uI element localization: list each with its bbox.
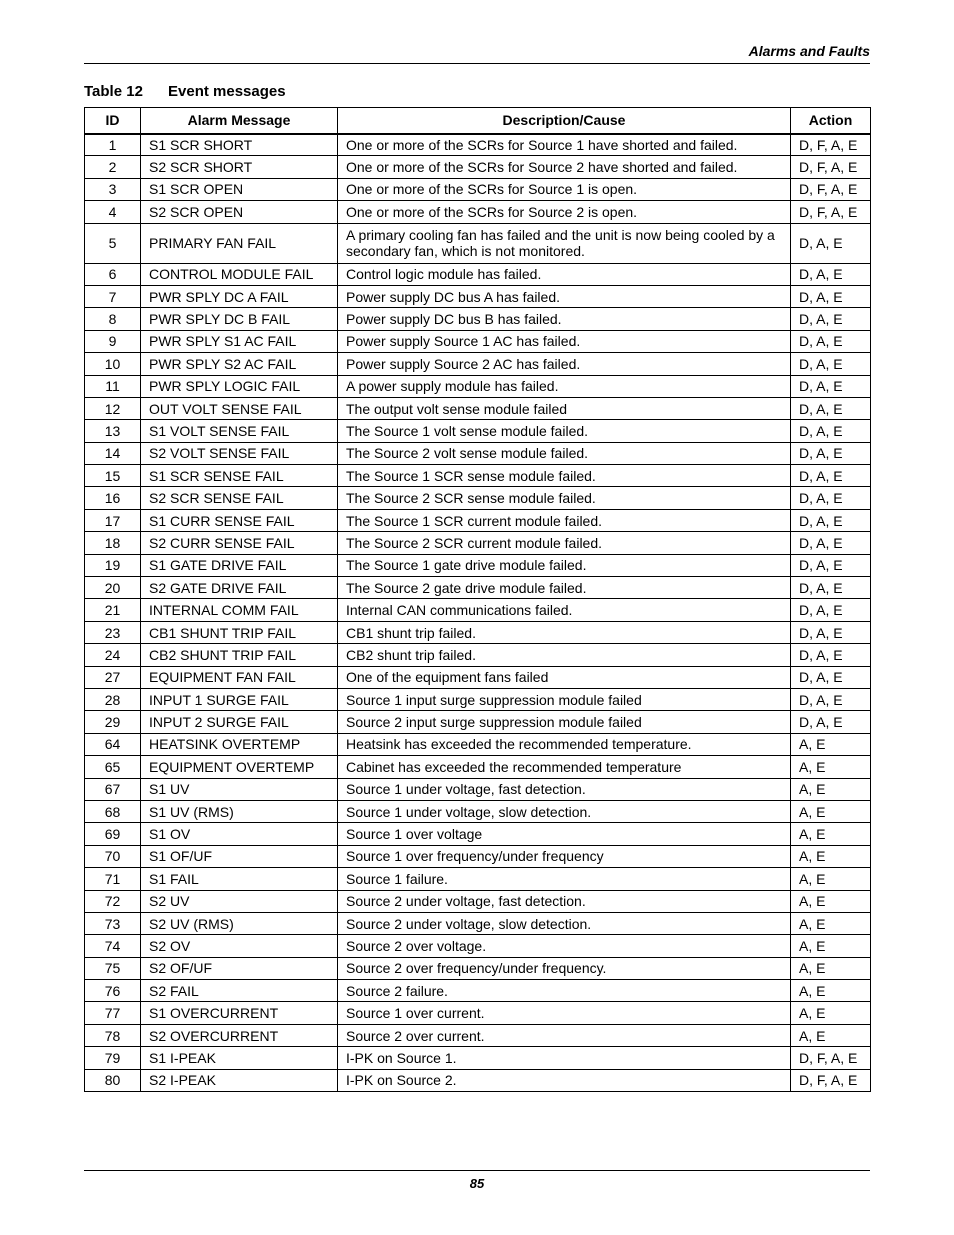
event-id: 10	[85, 353, 141, 375]
table-row	[85, 285, 871, 307]
description-cause: The Source 1 volt sense module failed.	[338, 420, 791, 442]
action-codes: D, A, E	[791, 621, 871, 643]
event-id: 80	[85, 1069, 141, 1091]
alarm-message: S1 UV	[141, 778, 338, 800]
table-body	[85, 134, 871, 1092]
footer-divider	[84, 1170, 870, 1171]
event-id: 15	[85, 465, 141, 487]
action-codes: D, A, E	[791, 397, 871, 419]
alarm-message: S1 OF/UF	[141, 845, 338, 867]
table-row	[85, 134, 871, 156]
alarm-message: INPUT 2 SURGE FAIL	[141, 711, 338, 733]
description-cause: The Source 2 SCR sense module failed.	[338, 487, 791, 509]
alarm-message: S1 GATE DRIVE FAIL	[141, 554, 338, 576]
table-row	[85, 599, 871, 621]
alarm-message: S1 SCR OPEN	[141, 178, 338, 200]
description-cause: CB2 shunt trip failed.	[338, 644, 791, 666]
alarm-message: PWR SPLY S1 AC FAIL	[141, 330, 338, 352]
alarm-message: S1 OVERCURRENT	[141, 1002, 338, 1024]
description-cause: A power supply module has failed.	[338, 375, 791, 397]
event-id: 12	[85, 397, 141, 419]
alarm-message: PWR SPLY S2 AC FAIL	[141, 353, 338, 375]
event-id: 27	[85, 666, 141, 688]
event-id: 79	[85, 1047, 141, 1069]
action-codes: D, A, E	[791, 330, 871, 352]
alarm-message: S1 CURR SENSE FAIL	[141, 509, 338, 531]
alarm-message: PWR SPLY LOGIC FAIL	[141, 375, 338, 397]
description-cause: Source 2 over frequency/under frequency.	[338, 957, 791, 979]
table-row	[85, 156, 871, 178]
event-id: 71	[85, 868, 141, 890]
alarm-message: S1 OV	[141, 823, 338, 845]
description-cause: The Source 2 SCR current module failed.	[338, 532, 791, 554]
table-row	[85, 397, 871, 419]
event-id: 77	[85, 1002, 141, 1024]
description-cause: The Source 2 gate drive module failed.	[338, 577, 791, 599]
event-id: 2	[85, 156, 141, 178]
description-cause: Source 2 input surge suppression module failed	[338, 711, 791, 733]
action-codes: D, A, E	[791, 223, 871, 263]
alarm-message: S1 I-PEAK	[141, 1047, 338, 1069]
action-codes: D, A, E	[791, 577, 871, 599]
table-row	[85, 868, 871, 890]
action-codes: A, E	[791, 890, 871, 912]
description-cause: The Source 1 gate drive module failed.	[338, 554, 791, 576]
action-codes: A, E	[791, 800, 871, 822]
action-codes: D, F, A, E	[791, 1047, 871, 1069]
table-row	[85, 330, 871, 352]
alarm-message: S1 UV (RMS)	[141, 800, 338, 822]
event-id: 7	[85, 285, 141, 307]
table-row	[85, 1047, 871, 1069]
table-row	[85, 666, 871, 688]
description-cause: Power supply Source 1 AC has failed.	[338, 330, 791, 352]
description-cause: The Source 2 volt sense module failed.	[338, 442, 791, 464]
description-cause: Source 2 failure.	[338, 980, 791, 1002]
table-row	[85, 711, 871, 733]
alarm-message: CONTROL MODULE FAIL	[141, 263, 338, 285]
table-row	[85, 223, 871, 263]
table-row	[85, 1024, 871, 1046]
event-id: 23	[85, 621, 141, 643]
alarm-message: PRIMARY FAN FAIL	[141, 223, 338, 263]
action-codes: D, A, E	[791, 353, 871, 375]
table-header-row	[85, 108, 871, 134]
event-messages-table	[84, 107, 871, 1092]
table-row	[85, 442, 871, 464]
event-id: 13	[85, 420, 141, 442]
action-codes: D, A, E	[791, 375, 871, 397]
table-row	[85, 1069, 871, 1091]
section-header: Alarms and Faults	[748, 43, 870, 59]
event-id: 3	[85, 178, 141, 200]
alarm-message: S2 UV	[141, 890, 338, 912]
alarm-message: S2 I-PEAK	[141, 1069, 338, 1091]
table-row	[85, 554, 871, 576]
description-cause: One or more of the SCRs for Source 2 is open.	[338, 201, 791, 223]
event-id: 18	[85, 532, 141, 554]
page-number: 85	[469, 1176, 485, 1191]
event-id: 78	[85, 1024, 141, 1046]
alarm-message: INPUT 1 SURGE FAIL	[141, 688, 338, 710]
event-id: 65	[85, 756, 141, 778]
description-cause: Power supply DC bus B has failed.	[338, 308, 791, 330]
description-cause: Source 1 input surge suppression module failed	[338, 688, 791, 710]
alarm-message: S1 SCR SENSE FAIL	[141, 465, 338, 487]
description-cause: Source 1 over current.	[338, 1002, 791, 1024]
alarm-message: S2 OV	[141, 935, 338, 957]
action-codes: D, F, A, E	[791, 134, 871, 156]
action-codes: D, A, E	[791, 263, 871, 285]
action-codes: D, A, E	[791, 509, 871, 531]
action-codes: A, E	[791, 935, 871, 957]
alarm-message: CB2 SHUNT TRIP FAIL	[141, 644, 338, 666]
table-row	[85, 375, 871, 397]
action-codes: A, E	[791, 733, 871, 755]
description-cause: The output volt sense module failed	[338, 397, 791, 419]
column-header-action: Action	[791, 108, 871, 134]
action-codes: D, A, E	[791, 285, 871, 307]
table-caption	[84, 83, 286, 100]
action-codes: A, E	[791, 778, 871, 800]
table-row	[85, 263, 871, 285]
table-row	[85, 1002, 871, 1024]
event-id: 5	[85, 223, 141, 263]
event-id: 8	[85, 308, 141, 330]
description-cause: Source 1 under voltage, slow detection.	[338, 800, 791, 822]
action-codes: A, E	[791, 957, 871, 979]
action-codes: A, E	[791, 1002, 871, 1024]
alarm-message: S2 VOLT SENSE FAIL	[141, 442, 338, 464]
event-id: 70	[85, 845, 141, 867]
column-header-id: ID	[85, 108, 141, 134]
action-codes: A, E	[791, 980, 871, 1002]
action-codes: D, F, A, E	[791, 156, 871, 178]
event-id: 9	[85, 330, 141, 352]
table-row	[85, 487, 871, 509]
description-cause: One or more of the SCRs for Source 1 is open.	[338, 178, 791, 200]
description-cause: One or more of the SCRs for Source 2 have shorted and failed.	[338, 156, 791, 178]
table-row	[85, 178, 871, 200]
alarm-message: PWR SPLY DC A FAIL	[141, 285, 338, 307]
action-codes: D, A, E	[791, 420, 871, 442]
description-cause: Source 2 over voltage.	[338, 935, 791, 957]
description-cause: The Source 1 SCR sense module failed.	[338, 465, 791, 487]
table-row	[85, 688, 871, 710]
table-row	[85, 420, 871, 442]
table-row	[85, 935, 871, 957]
alarm-message: S2 CURR SENSE FAIL	[141, 532, 338, 554]
event-id: 76	[85, 980, 141, 1002]
alarm-message: OUT VOLT SENSE FAIL	[141, 397, 338, 419]
event-id: 11	[85, 375, 141, 397]
table-title: Event messages	[168, 83, 286, 100]
action-codes: D, A, E	[791, 554, 871, 576]
event-id: 24	[85, 644, 141, 666]
action-codes: D, A, E	[791, 688, 871, 710]
alarm-message: S2 SCR OPEN	[141, 201, 338, 223]
description-cause: Source 1 failure.	[338, 868, 791, 890]
action-codes: A, E	[791, 868, 871, 890]
table-row	[85, 957, 871, 979]
table-row	[85, 353, 871, 375]
header-divider	[84, 63, 870, 64]
alarm-message: S2 OVERCURRENT	[141, 1024, 338, 1046]
event-id: 14	[85, 442, 141, 464]
event-id: 19	[85, 554, 141, 576]
table-row	[85, 644, 871, 666]
action-codes: D, A, E	[791, 308, 871, 330]
event-id: 4	[85, 201, 141, 223]
description-cause: Power supply DC bus A has failed.	[338, 285, 791, 307]
alarm-message: S1 VOLT SENSE FAIL	[141, 420, 338, 442]
action-codes: A, E	[791, 912, 871, 934]
action-codes: A, E	[791, 1024, 871, 1046]
action-codes: D, F, A, E	[791, 1069, 871, 1091]
alarm-message: EQUIPMENT FAN FAIL	[141, 666, 338, 688]
description-cause: Source 1 under voltage, fast detection.	[338, 778, 791, 800]
action-codes: D, F, A, E	[791, 178, 871, 200]
event-id: 64	[85, 733, 141, 755]
alarm-message: S2 SCR SENSE FAIL	[141, 487, 338, 509]
action-codes: D, A, E	[791, 666, 871, 688]
action-codes: D, A, E	[791, 532, 871, 554]
action-codes: A, E	[791, 756, 871, 778]
alarm-message: S2 SCR SHORT	[141, 156, 338, 178]
action-codes: D, F, A, E	[791, 201, 871, 223]
alarm-message: PWR SPLY DC B FAIL	[141, 308, 338, 330]
event-id: 20	[85, 577, 141, 599]
table-row	[85, 912, 871, 934]
description-cause: A primary cooling fan has failed and the unit is now being cooled by a secondary fan, which is not monitored.	[338, 223, 791, 263]
table-row	[85, 509, 871, 531]
alarm-message: S2 OF/UF	[141, 957, 338, 979]
table-row	[85, 890, 871, 912]
action-codes: D, A, E	[791, 644, 871, 666]
table-number: Table 12	[84, 83, 143, 100]
event-id: 21	[85, 599, 141, 621]
description-cause: I-PK on Source 1.	[338, 1047, 791, 1069]
description-cause: I-PK on Source 2.	[338, 1069, 791, 1091]
action-codes: A, E	[791, 823, 871, 845]
table-row	[85, 800, 871, 822]
table-row	[85, 465, 871, 487]
event-id: 74	[85, 935, 141, 957]
event-id: 73	[85, 912, 141, 934]
event-id: 6	[85, 263, 141, 285]
description-cause: Source 2 over current.	[338, 1024, 791, 1046]
table-row	[85, 733, 871, 755]
action-codes: D, A, E	[791, 465, 871, 487]
event-id: 16	[85, 487, 141, 509]
table-row	[85, 823, 871, 845]
description-cause: Control logic module has failed.	[338, 263, 791, 285]
description-cause: Source 1 over frequency/under frequency	[338, 845, 791, 867]
table-row	[85, 308, 871, 330]
action-codes: D, A, E	[791, 487, 871, 509]
column-header-alarm-message: Alarm Message	[141, 108, 338, 134]
action-codes: A, E	[791, 845, 871, 867]
table-row	[85, 756, 871, 778]
table-row	[85, 201, 871, 223]
table-row	[85, 845, 871, 867]
column-header-description: Description/Cause	[338, 108, 791, 134]
alarm-message: S2 FAIL	[141, 980, 338, 1002]
description-cause: Power supply Source 2 AC has failed.	[338, 353, 791, 375]
event-id: 72	[85, 890, 141, 912]
description-cause: Source 2 under voltage, slow detection.	[338, 912, 791, 934]
event-id: 69	[85, 823, 141, 845]
action-codes: D, A, E	[791, 442, 871, 464]
action-codes: D, A, E	[791, 711, 871, 733]
event-id: 67	[85, 778, 141, 800]
table-row	[85, 980, 871, 1002]
alarm-message: S1 SCR SHORT	[141, 134, 338, 156]
description-cause: One of the equipment fans failed	[338, 666, 791, 688]
event-id: 28	[85, 688, 141, 710]
description-cause: Cabinet has exceeded the recommended temperature	[338, 756, 791, 778]
alarm-message: HEATSINK OVERTEMP	[141, 733, 338, 755]
alarm-message: S2 UV (RMS)	[141, 912, 338, 934]
description-cause: Source 1 over voltage	[338, 823, 791, 845]
table-row	[85, 532, 871, 554]
event-id: 17	[85, 509, 141, 531]
event-id: 75	[85, 957, 141, 979]
action-codes: D, A, E	[791, 599, 871, 621]
alarm-message: S2 GATE DRIVE FAIL	[141, 577, 338, 599]
description-cause: One or more of the SCRs for Source 1 have shorted and failed.	[338, 134, 791, 156]
table-row	[85, 621, 871, 643]
table-row	[85, 577, 871, 599]
table-row	[85, 778, 871, 800]
alarm-message: EQUIPMENT OVERTEMP	[141, 756, 338, 778]
alarm-message: CB1 SHUNT TRIP FAIL	[141, 621, 338, 643]
event-id: 29	[85, 711, 141, 733]
alarm-message: INTERNAL COMM FAIL	[141, 599, 338, 621]
event-id: 1	[85, 134, 141, 156]
description-cause: Source 2 under voltage, fast detection.	[338, 890, 791, 912]
description-cause: The Source 1 SCR current module failed.	[338, 509, 791, 531]
event-id: 68	[85, 800, 141, 822]
alarm-message: S1 FAIL	[141, 868, 338, 890]
description-cause: Heatsink has exceeded the recommended temperature.	[338, 733, 791, 755]
description-cause: CB1 shunt trip failed.	[338, 621, 791, 643]
description-cause: Internal CAN communications failed.	[338, 599, 791, 621]
